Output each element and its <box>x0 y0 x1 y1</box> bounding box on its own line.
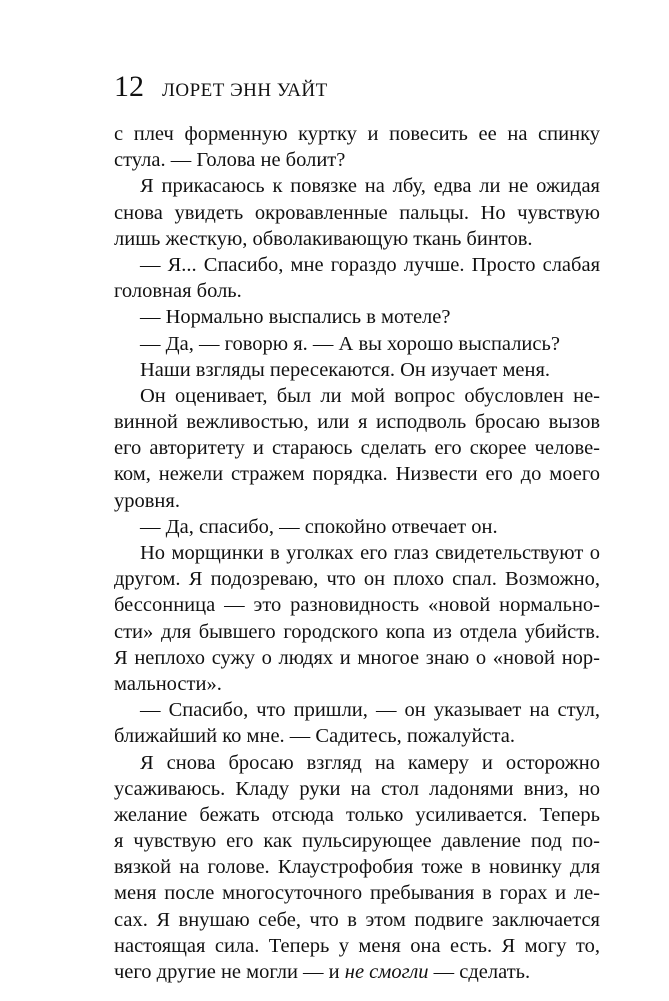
page-number: 12 <box>114 70 144 103</box>
text-line: уровня. <box>114 489 180 512</box>
text-line: лишь жесткую, обволакивающую ткань бинтов. <box>114 227 533 250</box>
text-line: винной вежливостью, или я исподволь бросаю вызов <box>114 411 600 434</box>
text-line: мальности». <box>114 672 222 695</box>
text-fragment: — сделать. <box>433 961 531 983</box>
text-line: сах. Я внушаю себе, что в этом подвиге заключается <box>114 908 600 931</box>
text-line: ближайший ко мне. — Садитесь, пожалуйста. <box>114 725 515 748</box>
text-line: бессонница — это разновидность «новой нормально- <box>114 594 600 617</box>
text-line: вязкой на голове. Клаустрофобия тоже в новинку для <box>114 856 600 879</box>
text-line: его авторитету и стараюсь сделать его скорее челове- <box>114 437 600 460</box>
text-line: Я снова бросаю взгляд на камеру и осторожно <box>140 751 600 774</box>
text-line: сти» для бывшего городского копа из отдела убийств. <box>114 620 600 643</box>
text-line: — Я... Спасибо, мне гораздо лучше. Просто слабая <box>140 253 600 276</box>
text-line: снова увидеть окровавленные пальцы. Но чувствую <box>114 201 600 224</box>
running-title: ЛОРЕТ ЭНН УАЙТ <box>162 80 328 101</box>
text-line: Наши взгляды пересекаются. Он изучает меня. <box>140 358 551 381</box>
text-line: Он оценивает, был ли мой вопрос обусловлен не- <box>140 384 600 407</box>
text-line: Но морщинки в уголках его глаз свидетельствуют о <box>140 542 600 564</box>
text-line: усаживаюсь. Кладу руки на стол ладонями вниз, но <box>114 777 600 800</box>
running-head <box>114 70 328 110</box>
text-line-last <box>114 959 600 985</box>
text-fragment: чего другие не могли — и <box>114 961 340 983</box>
italic-emphasis: не смогли <box>344 961 429 983</box>
text-line: меня после многосуточного пребывания в горах и ле- <box>114 882 600 905</box>
text-line: Я неплохо сужу о людях и многое знаю о «новой нор- <box>114 646 600 669</box>
text-line: желание бежать отсюда только усиливается. Теперь <box>114 803 600 826</box>
text-line: я чувствую его как пульсирующее давление под по- <box>114 830 600 853</box>
text-line: — Нормально выспались в мотеле? <box>140 306 451 329</box>
text-line: — Да, спасибо, — спокойно отвечает он. <box>140 515 498 538</box>
text-line: ком, нежели стражем порядка. Низвести его до моего <box>114 463 600 486</box>
text-line: стула. — Голова не болит? <box>114 149 346 172</box>
text-line: — Да, — говорю я. — А вы хорошо выспались? <box>140 332 560 355</box>
text-line: Я прикасаюсь к повязке на лбу, едва ли не ожидая <box>140 175 600 198</box>
text-line: другом. Я подозреваю, что он плохо спал. Возможно, <box>114 568 600 591</box>
text-line: с плеч форменную куртку и повесить ее на спинку <box>114 123 600 145</box>
body-text <box>114 121 600 985</box>
text-line: настоящая сила. Теперь у меня она есть. Я могу то, <box>114 934 600 957</box>
text-line: — Спасибо, что пришли, — он указывает на стул, <box>140 699 600 722</box>
text-line: головная боль. <box>114 280 242 303</box>
